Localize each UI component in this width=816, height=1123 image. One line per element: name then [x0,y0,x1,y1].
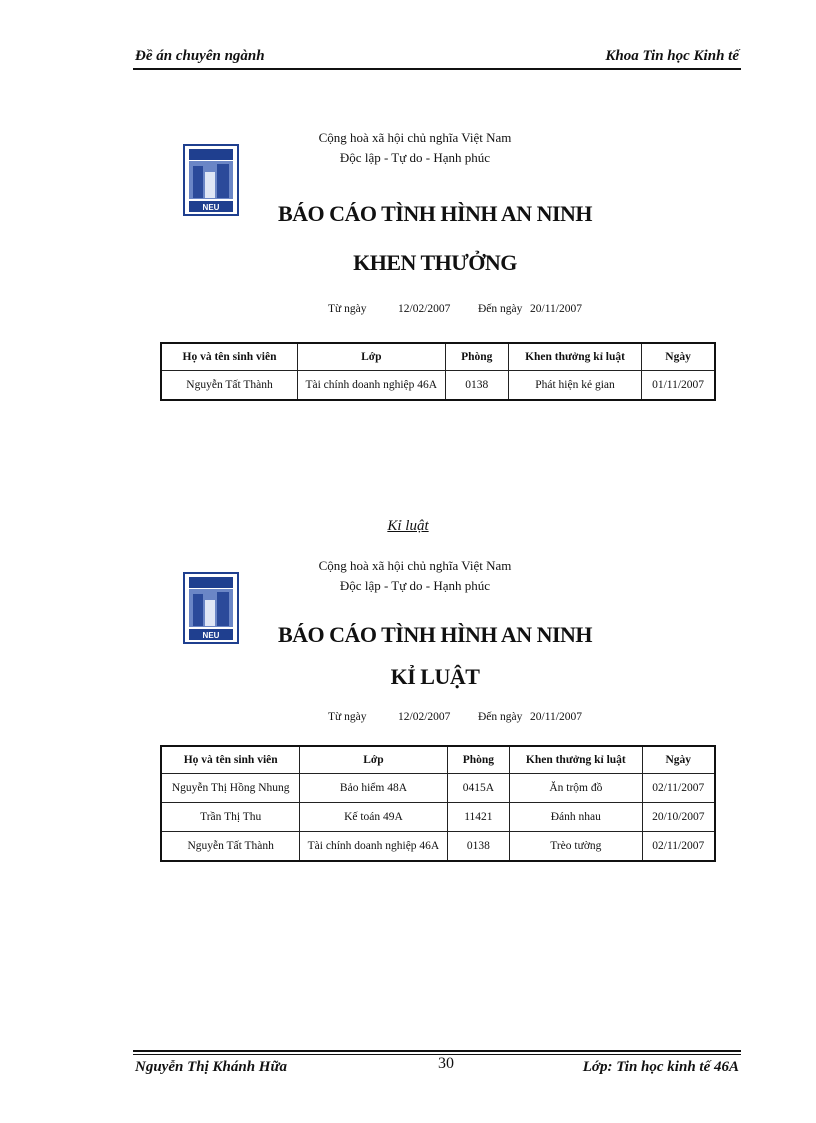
report-title: BÁO CÁO TÌNH HÌNH AN NINH [277,201,593,226]
page-header [133,46,741,70]
cell-date: 01/11/2007 [642,371,715,401]
col-header-date: Ngày [642,746,715,774]
cell-class: Tài chính doanh nghiệp 46A [300,832,447,862]
table-row [161,371,715,401]
cell-room: 11421 [447,803,510,832]
national-line-2: Độc lập - Tự do - Hạnh phúc [339,150,491,165]
report-subtitle: KHEN THƯỞNG [353,250,517,275]
cell-reward: Phát hiện kẻ gian [508,371,641,401]
report-subtitle: KỈ LUẬT [390,664,480,689]
to-label: Đến ngày [478,711,523,723]
cell-discipline: Trèo tường [510,832,642,862]
footer-author: Nguyễn Thị Khánh Hữa [135,1059,287,1075]
table-row [161,774,715,803]
from-date: 12/02/2007 [398,711,451,723]
cell-name: Nguyễn Thị Hồng Nhung [161,774,300,803]
from-date: 12/02/2007 [398,303,451,315]
header-left: Đề án chuyên ngành [135,48,265,64]
col-header-discipline: Khen thưởng kỉ luật [510,746,642,774]
col-header-name: Họ và tên sinh viên [161,343,298,371]
col-header-room: Phòng [447,746,510,774]
from-label: Từ ngày [328,303,367,315]
cell-room: 0138 [447,832,510,862]
table-row [161,832,715,862]
cell-name: Trần Thị Thu [161,803,300,832]
cell-class: Tài chính doanh nghiệp 46A [298,371,446,401]
national-line-1: Cộng hoà xã hội chủ nghĩa Việt Nam [318,130,512,145]
cell-date: 02/11/2007 [642,774,715,803]
cell-room: 0415A [447,774,510,803]
col-header-name: Họ và tên sinh viên [161,746,300,774]
table-header-row [161,746,715,774]
cell-name: Nguyễn Tất Thành [161,832,300,862]
col-header-class: Lớp [300,746,447,774]
logo-neu-text: NEU [202,203,220,212]
cell-name: Nguyễn Tất Thành [161,371,298,401]
cell-date: 20/10/2007 [642,803,715,832]
section-caption: Kỉ luật [387,518,429,534]
page-number: 30 [438,1055,454,1072]
report-title: BÁO CÁO TÌNH HÌNH AN NINH [277,622,593,647]
logo-neu-text: NEU [202,631,220,640]
page-footer [133,1050,741,1080]
cell-date: 02/11/2007 [642,832,715,862]
to-date: 20/11/2007 [530,303,582,315]
cell-class: Bảo hiểm 48A [300,774,447,803]
table-header-row [161,343,715,371]
discipline-table [160,745,716,862]
reward-table [160,342,716,401]
to-date: 20/11/2007 [530,711,582,723]
col-header-reward: Khen thưởng kỉ luật [508,343,641,371]
col-header-date: Ngày [642,343,715,371]
national-line-1: Cộng hoà xã hội chủ nghĩa Việt Nam [318,558,512,573]
cell-discipline: Đánh nhau [510,803,642,832]
col-header-class: Lớp [298,343,446,371]
national-motto [250,556,580,596]
cell-room: 0138 [445,371,508,401]
from-label: Từ ngày [328,711,367,723]
cell-discipline: Ăn trộm đồ [510,774,642,803]
footer-class: Lớp: Tin học kinh tế 46A [582,1059,739,1075]
cell-class: Kế toán 49A [300,803,447,832]
national-line-2: Độc lập - Tự do - Hạnh phúc [339,578,491,593]
col-header-room: Phòng [445,343,508,371]
national-motto [250,128,580,168]
table-row [161,803,715,832]
to-label: Đến ngày [478,303,523,315]
header-right: Khoa Tin học Kinh tế [605,48,739,64]
